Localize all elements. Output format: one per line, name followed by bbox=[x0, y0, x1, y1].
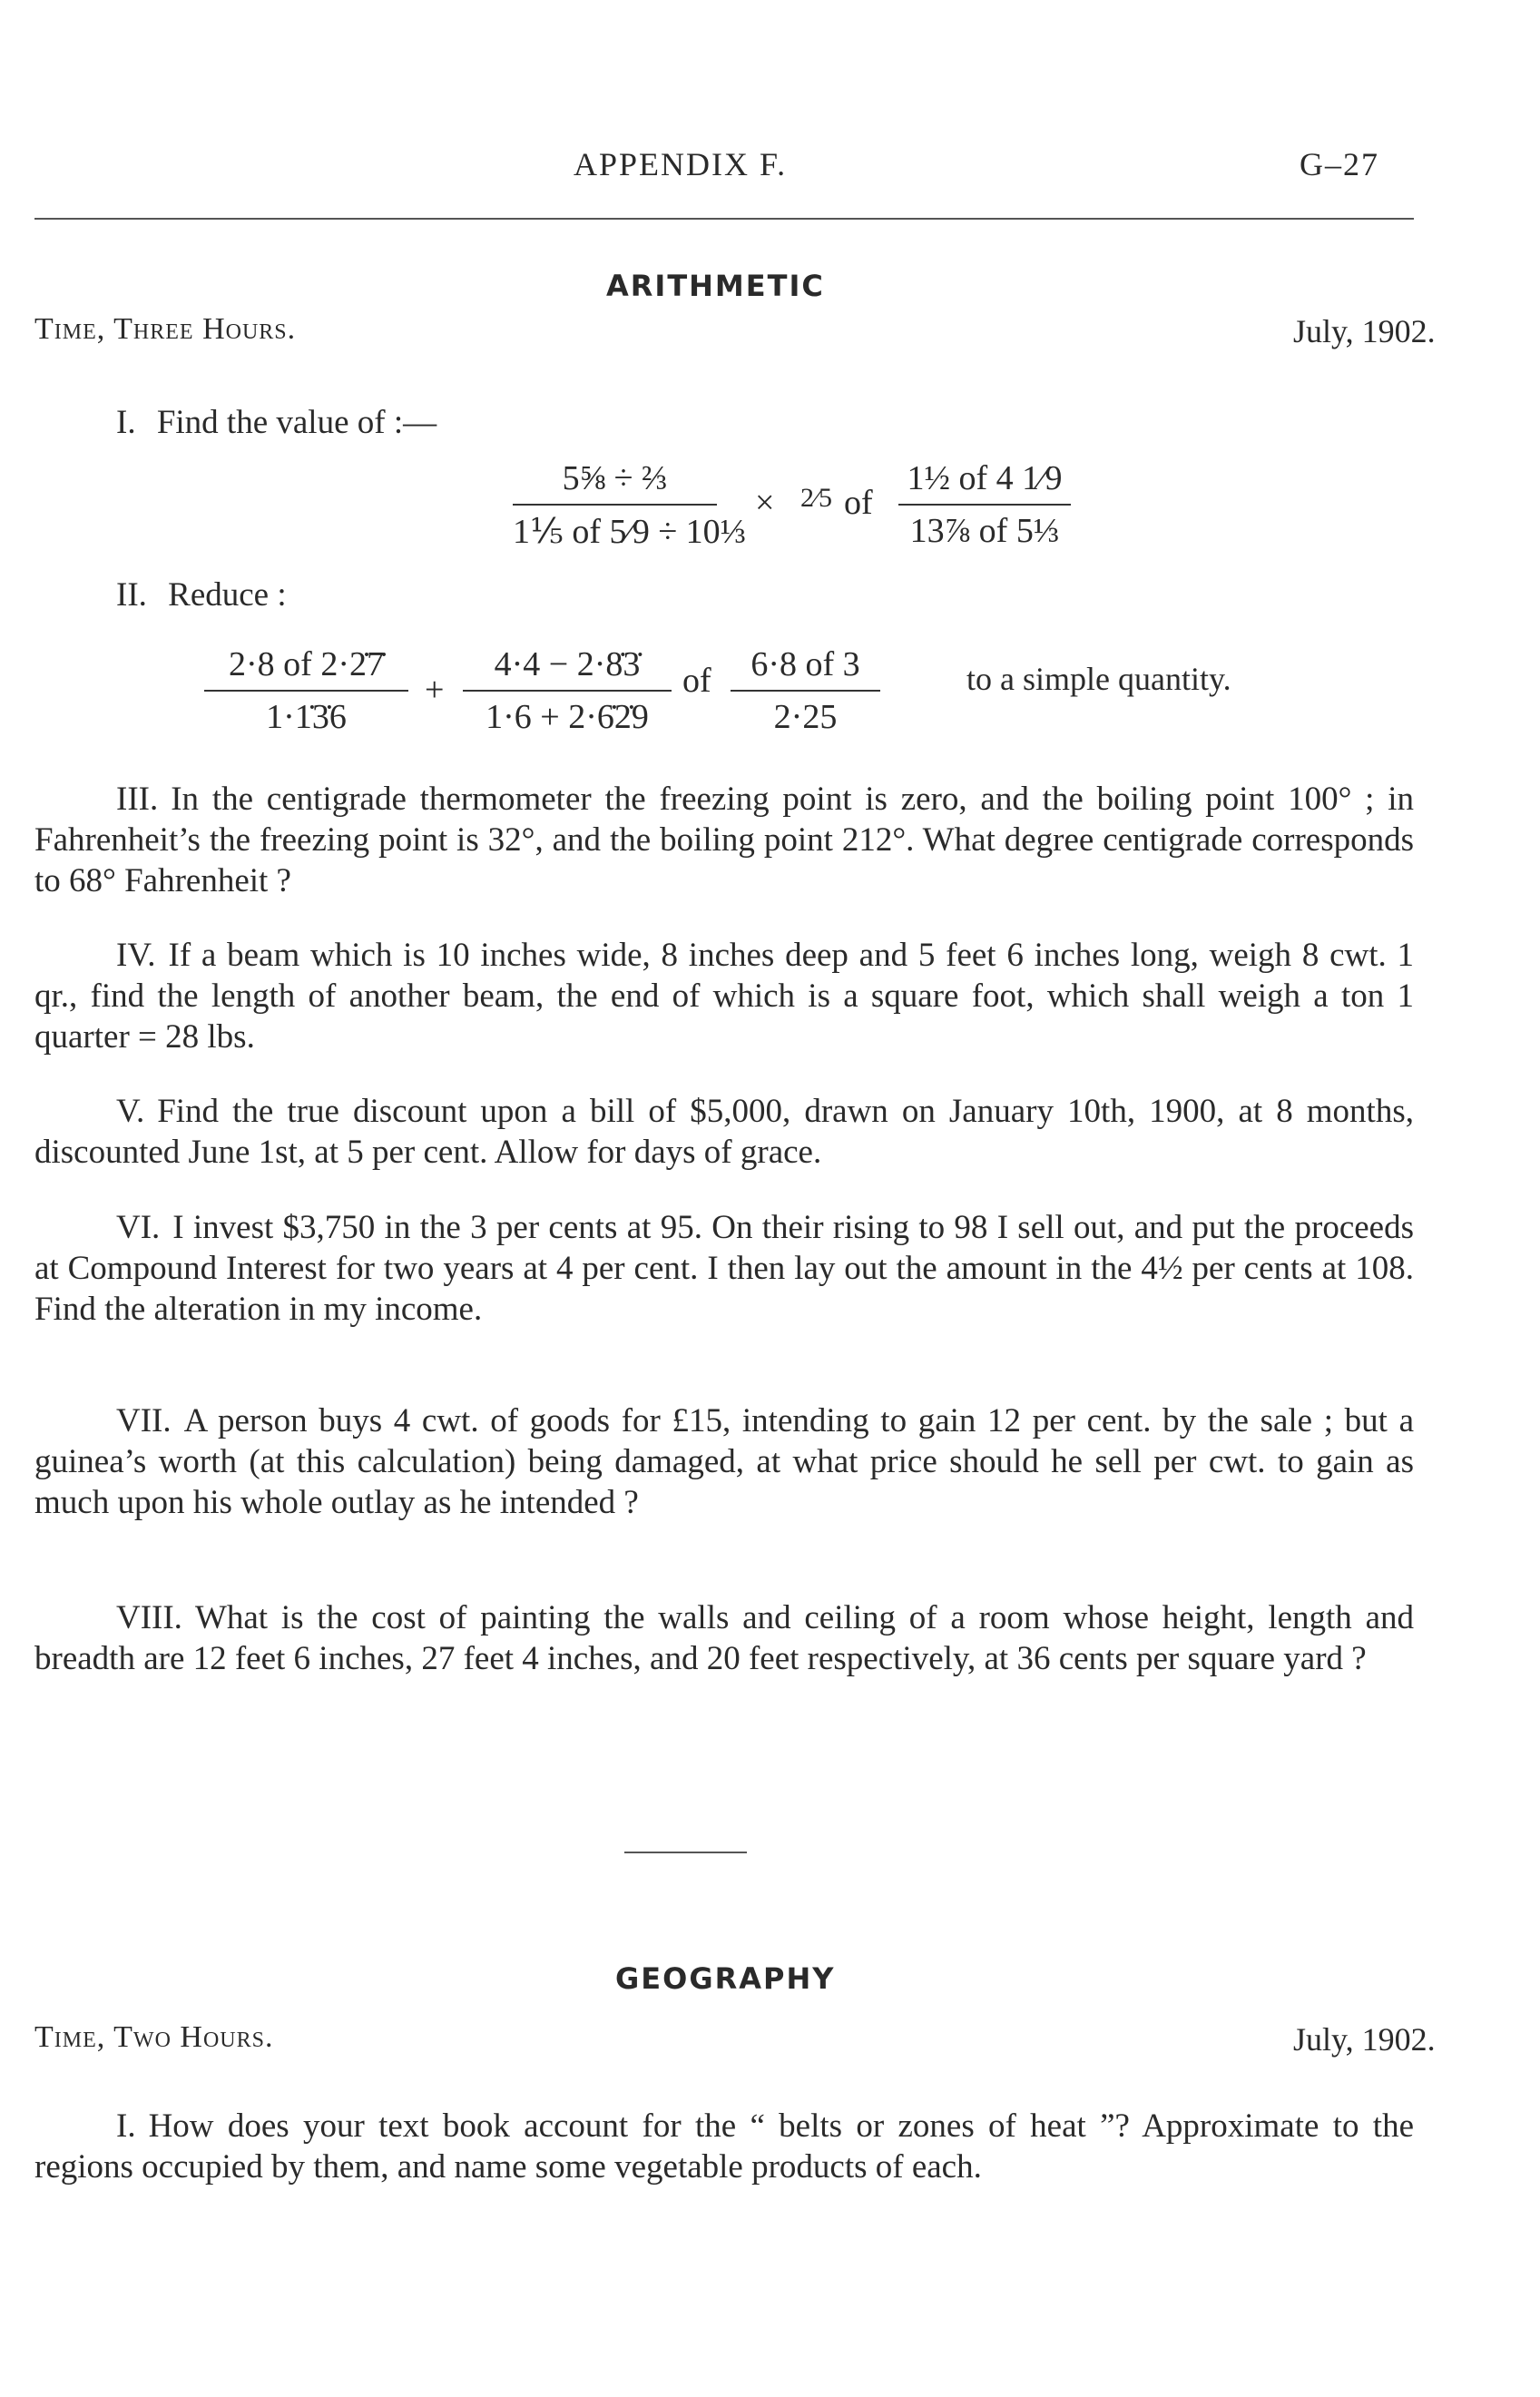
fraction-bar bbox=[463, 690, 672, 692]
running-header-title: APPENDIX F. bbox=[574, 146, 788, 182]
question-number: VIII. bbox=[116, 1599, 182, 1636]
reduce-fraction-2 bbox=[463, 644, 672, 737]
question-1-text: Find the value of :— bbox=[156, 404, 437, 441]
reduce-fraction-3 bbox=[731, 644, 880, 737]
question-number: VII. bbox=[116, 1402, 172, 1439]
plus-sign: + bbox=[425, 671, 445, 709]
fraction-1-denominator: 1⅕ of 5⁄9 ÷ 10⅓ bbox=[513, 513, 747, 551]
question-number: I. bbox=[116, 2107, 136, 2145]
question-number: V. bbox=[116, 1093, 145, 1130]
question-text: What is the cost of painting the walls and ceiling of a room whose height, length and breadth are 12 feet 6 inches, 27 feet 4 inches, and 20 feet respectively, at 36 cents per square yard ? bbox=[34, 1599, 1414, 1677]
two-fifths: 2⁄5 bbox=[800, 483, 833, 513]
fraction-bar bbox=[204, 690, 408, 692]
question-1-label bbox=[116, 402, 436, 443]
question-5 bbox=[34, 1091, 1414, 1173]
times-sign: × bbox=[755, 484, 775, 522]
fraction-bar bbox=[898, 504, 1071, 506]
page-number: G–27 bbox=[1300, 146, 1379, 182]
reduce-fraction-3-denominator: 2·25 bbox=[773, 698, 838, 736]
section-title-geography: GEOGRAPHY bbox=[615, 1961, 836, 1996]
question-text: A person buys 4 cwt. of goods for £15, intending to gain 12 per cent. by the sale ; but a guinea’s worth (at this calculation) being damaged, at what price should he sell per cwt. to gain as much upon his whole outlay as he intended ? bbox=[34, 1402, 1414, 1521]
question-text: If a beam which is 10 inches wide, 8 inches deep and 5 feet 6 inches long, weigh 8 cwt. 1 qr., find the length of another beam, the end of which is a square foot, which shall weigh a ton 1 quarter = 28 lbs. bbox=[34, 937, 1414, 1056]
question-text: Find the true discount upon a bill of $5,000, drawn on January 10th, 1900, at 8 months, discounted June 1st, at 5 per cent. Allow for days of grace. bbox=[34, 1093, 1414, 1171]
section-divider bbox=[624, 1852, 747, 1853]
reduce-fraction-2-denominator: 1·6 + 2·6̇2̇9 bbox=[486, 698, 649, 736]
question-number: III. bbox=[116, 781, 159, 818]
question-3 bbox=[34, 779, 1414, 901]
question-text: In the centigrade thermometer the freezing point is zero, and the boiling point 100° ; in Fahrenheit’s the freezing point is 32°, and the boiling point 212°. What degree centigrade corresponds to 68° Fahrenheit ? bbox=[34, 781, 1414, 899]
question-6 bbox=[34, 1207, 1414, 1330]
question-8 bbox=[34, 1597, 1414, 1679]
reduce-fraction-1-denominator: 1·1̇3̇6 bbox=[266, 698, 347, 736]
reduce-fraction-3-numerator: 6·8 of 3 bbox=[750, 645, 860, 683]
question-text: I invest $3,750 in the 3 per cents at 95. On their rising to 98 I sell out, and put the proceeds at Compound Interest for two years at 4 per cent. I then lay out the amount in the 4½ per cents at 108. Find the alteration in my income. bbox=[34, 1209, 1414, 1328]
section-title-arithmetic: ARITHMETIC bbox=[606, 269, 825, 303]
fraction-2-denominator: 13⅞ of 5⅓ bbox=[909, 512, 1060, 550]
fraction-bar bbox=[513, 504, 717, 506]
reduce-fraction-1 bbox=[204, 644, 408, 737]
fraction-bar bbox=[731, 690, 880, 692]
question-2-text: Reduce : bbox=[168, 576, 287, 614]
question-number: I. bbox=[116, 404, 136, 441]
question-7 bbox=[34, 1400, 1414, 1523]
arithmetic-date: July, 1902. bbox=[1293, 313, 1436, 349]
of-word: of bbox=[844, 484, 873, 522]
of-word: of bbox=[682, 662, 711, 700]
fraction-2-numerator: 1½ of 4 1⁄9 bbox=[907, 459, 1063, 497]
question-2-label bbox=[116, 575, 287, 615]
question-text: How does your text book account for the “ belts or zones of heat ”? Approximate to the regions occupied by them, and name some vegetable products of each. bbox=[34, 2107, 1414, 2186]
geography-time: Time, Two Hours. bbox=[34, 2020, 274, 2054]
arithmetic-time: Time, Three Hours. bbox=[34, 312, 297, 346]
question-number: II. bbox=[116, 576, 147, 614]
question-number: IV. bbox=[116, 937, 156, 974]
fraction-1 bbox=[513, 458, 747, 552]
reduce-tail-text: to a simple quantity. bbox=[966, 661, 1231, 697]
reduce-fraction-2-numerator: 4·4 − 2·8̇3̇ bbox=[494, 645, 641, 683]
geography-date: July, 1902. bbox=[1293, 2021, 1436, 2058]
question-number: VI. bbox=[116, 1209, 161, 1246]
question-4 bbox=[34, 935, 1414, 1057]
fraction-2 bbox=[898, 458, 1071, 551]
reduce-fraction-1-numerator: 2·8 of 2·2̇7̇ bbox=[229, 645, 384, 683]
fraction-1-numerator: 5⅝ ÷ ⅔ bbox=[562, 459, 668, 497]
header-rule bbox=[34, 218, 1414, 220]
geography-question-1 bbox=[34, 2106, 1414, 2187]
